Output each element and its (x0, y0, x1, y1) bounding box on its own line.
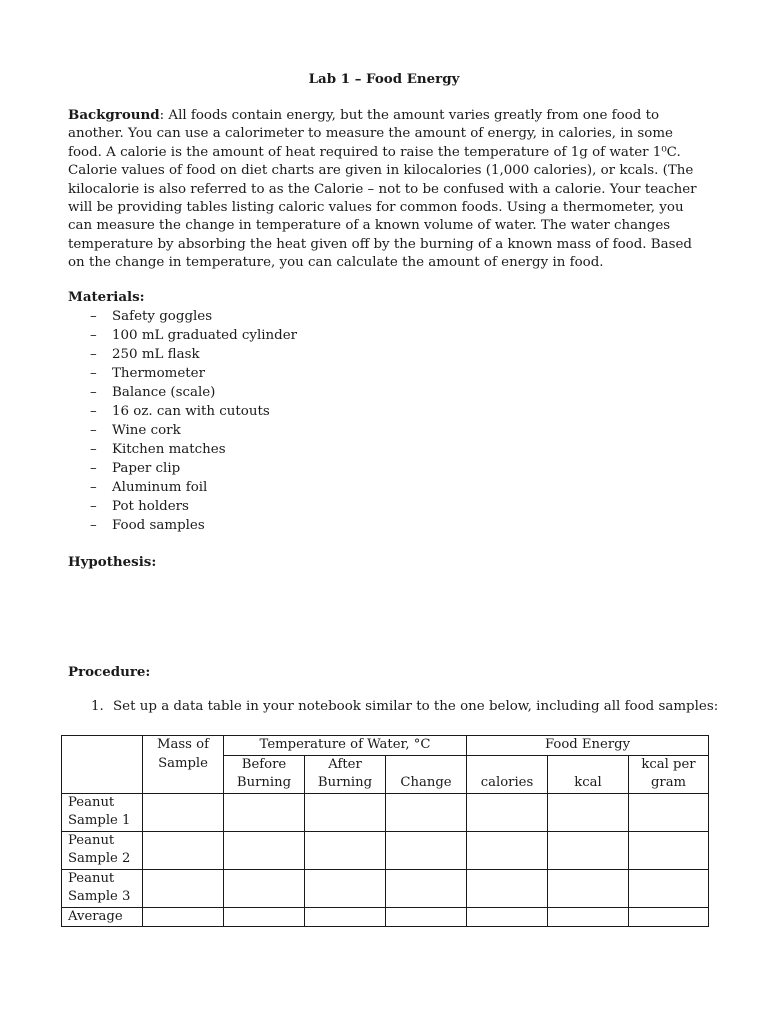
dash-bullet: – (90, 385, 97, 400)
table-cell (305, 869, 386, 907)
table-row (62, 869, 709, 907)
table-cell (386, 793, 467, 831)
column-header-before: Before Burning (224, 755, 305, 793)
hypothesis-heading: Hypothesis: (68, 554, 157, 570)
dash-bullet: – (90, 518, 97, 533)
table-group-header-row (62, 736, 709, 756)
table-cell (386, 869, 467, 907)
group-header-food-energy: Food Energy (467, 736, 709, 756)
table-cell (548, 869, 629, 907)
column-header-kcal: kcal (548, 755, 629, 793)
table-cell (224, 793, 305, 831)
dash-bullet: – (90, 309, 97, 324)
column-header-after: After Burning (305, 755, 386, 793)
row-label: Peanut Sample 3 (62, 869, 143, 907)
dash-bullet: – (90, 366, 97, 381)
row-label: Peanut Sample 1 (62, 793, 143, 831)
data-table (61, 735, 709, 927)
table-cell (629, 793, 709, 831)
list-item (90, 516, 297, 535)
materials-heading: Materials: (68, 289, 145, 305)
material-label: Wine cork (112, 423, 181, 438)
table-corner-cell (62, 736, 143, 794)
table-cell (629, 907, 709, 927)
table-cell (548, 907, 629, 927)
table-cell (467, 831, 548, 869)
material-label: Thermometer (112, 366, 205, 381)
list-item (90, 478, 297, 497)
list-item (90, 383, 297, 402)
dash-bullet: – (90, 461, 97, 476)
procedure-step (91, 698, 718, 716)
material-label: Paper clip (112, 461, 181, 476)
table-cell (467, 907, 548, 927)
table-cell (629, 869, 709, 907)
table-cell (548, 793, 629, 831)
table-cell (467, 869, 548, 907)
background-text: : All foods contain energy, but the amount varies greatly from one food to another. You can use a calorimeter to measure the amount of energy, in calories, in some food. A calorie is the amount of heat required to raise the temperature of 1g of water 1⁰C. Calorie values of food on diet charts are given in kilocalories (1,000 calories), or kcals. (The kilocalorie is also referred to as the Calorie – not to be confused with a calorie. Your teacher will be providing tables listing caloric values for common foods. Using a thermometer, you can measure the change in temperature of a known volume of water. The water changes temperature by absorbing the heat given off by the burning of a known mass of food. Based on the change in temperature, you can calculate the amount of energy in food. (68, 108, 697, 271)
row-label: Average (62, 907, 143, 927)
dash-bullet: – (90, 404, 97, 419)
table-cell (386, 907, 467, 927)
table-cell (143, 869, 224, 907)
table-cell (143, 793, 224, 831)
table-cell (224, 831, 305, 869)
table-cell (305, 907, 386, 927)
list-item (90, 459, 297, 478)
material-label: Balance (scale) (112, 385, 216, 400)
list-item (90, 326, 297, 345)
page-title: Lab 1 – Food Energy (308, 71, 460, 87)
list-item (90, 440, 297, 459)
background-label: Background (68, 107, 160, 123)
table-cell (386, 831, 467, 869)
dash-bullet: – (90, 442, 97, 457)
list-item (90, 402, 297, 421)
table-cell (305, 831, 386, 869)
column-header-calories: calories (467, 755, 548, 793)
table-cell (224, 907, 305, 927)
dash-bullet: – (90, 499, 97, 514)
table-cell (629, 831, 709, 869)
material-label: 250 mL flask (112, 347, 200, 362)
group-header-temperature: Temperature of Water, °C (224, 736, 467, 756)
material-label: Food samples (112, 518, 205, 533)
table-cell (305, 793, 386, 831)
row-label: Peanut Sample 2 (62, 831, 143, 869)
list-item (90, 307, 297, 326)
materials-list (90, 307, 297, 535)
table-cell (143, 831, 224, 869)
dash-bullet: – (90, 480, 97, 495)
background-paragraph (68, 106, 700, 273)
step-text: Set up a data table in your notebook similar to the one below, including all food samples: (113, 699, 719, 714)
table-row (62, 907, 709, 927)
list-item (90, 364, 297, 383)
table-cell (548, 831, 629, 869)
column-header-kcal-per-gram: kcal per gram (629, 755, 709, 793)
material-label: 100 mL graduated cylinder (112, 328, 298, 343)
column-header-change: Change (386, 755, 467, 793)
material-label: 16 oz. can with cutouts (112, 404, 270, 419)
table-cell (467, 793, 548, 831)
material-label: Aluminum foil (112, 480, 208, 495)
list-item (90, 497, 297, 516)
dash-bullet: – (90, 328, 97, 343)
step-number: 1. (91, 699, 104, 714)
table-row (62, 831, 709, 869)
table-cell (143, 907, 224, 927)
dash-bullet: – (90, 347, 97, 362)
procedure-heading: Procedure: (68, 664, 151, 680)
table-row (62, 793, 709, 831)
list-item (90, 421, 297, 440)
list-item (90, 345, 297, 364)
table-cell (224, 869, 305, 907)
material-label: Safety goggles (112, 309, 213, 324)
dash-bullet: – (90, 423, 97, 438)
material-label: Pot holders (112, 499, 189, 514)
material-label: Kitchen matches (112, 442, 226, 457)
column-header-mass: Mass of Sample (143, 736, 224, 794)
